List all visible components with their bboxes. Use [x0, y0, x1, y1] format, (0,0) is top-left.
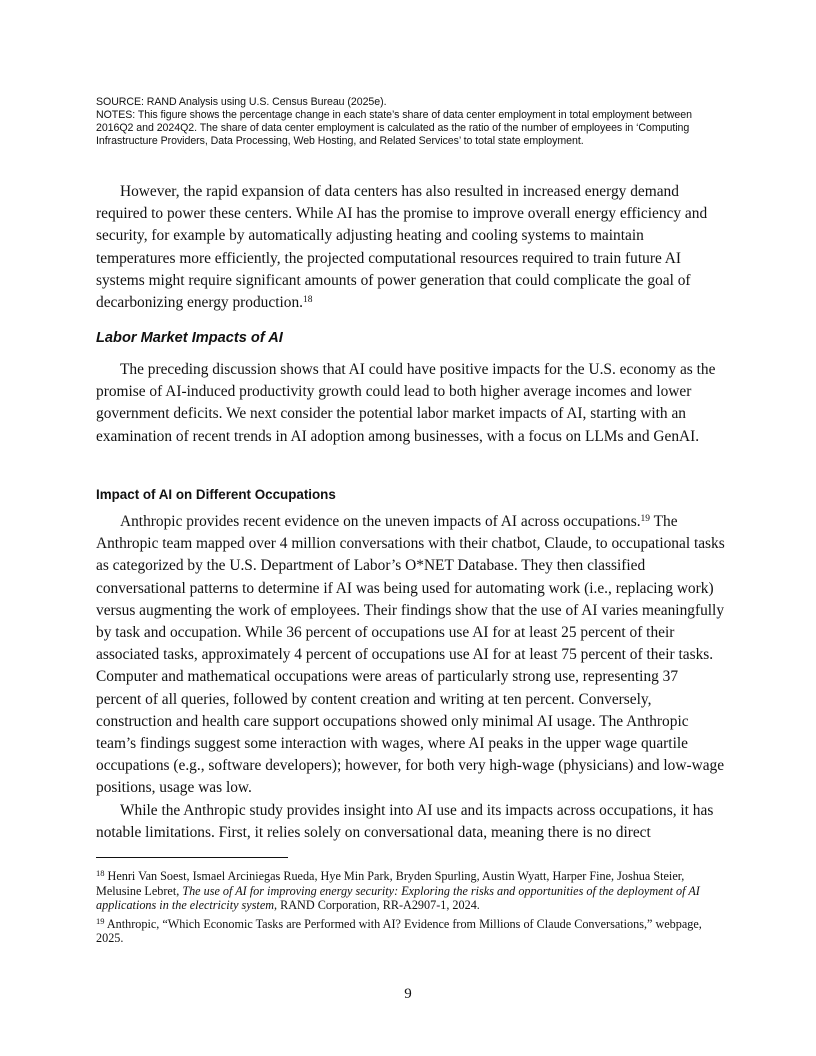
footnote-18-number: 18: [96, 868, 105, 878]
paragraph-energy: [96, 181, 726, 314]
section-heading: Labor Market Impacts of AI: [96, 330, 283, 346]
page-number: 9: [404, 986, 412, 1002]
paragraph-energy-text: However, the rapid expansion of data centers has also resulted in increased energy demand required to power these centers. While AI has the promise to improve overall energy efficiency and security, for example by automatically adjusting heating and cooling systems to maintain temperatures more efficiently, the projected computational resources required to train future AI systems might require significant amounts of power generation that could complicate the goal of decarbonizing energy production.: [96, 183, 708, 312]
footnote-ref-19[interactable]: 19: [640, 514, 651, 524]
figure-notes-text: NOTES: This figure shows the percentage change in each state’s share of data center employment in total employment between 2016Q2 and 2024Q2. The share of data center employment is calculated as the ratio of the number of employees in ‘Computing Infrastructure Providers, Data Processing, Web Hosting, and Related Services’ to total state employment.: [96, 109, 692, 147]
figure-notes: [96, 96, 720, 148]
paragraph-anthropic-lead: Anthropic provides recent evidence on the uneven impacts of AI across occupations.: [120, 513, 641, 530]
footnote-19-number: 19: [96, 915, 105, 926]
paragraph-labor-intro-text: The preceding discussion shows that AI could have positive impacts for the U.S. economy as the promise of AI-induced productivity growth could lead to both higher average incomes and lower government deficits. We next consider the potential labor market impacts of AI, starting with an examination of recent trends in AI adoption among businesses, with a focus on LLMs and GenAI.: [96, 361, 716, 445]
subsection-heading: Impact of AI on Different Occupations: [96, 487, 336, 502]
footnote-ref-18[interactable]: 18: [303, 295, 313, 306]
paragraph-labor-intro: [96, 359, 726, 448]
footnotes: [96, 869, 722, 950]
footnote-separator: [96, 857, 288, 858]
footnote-18-publisher: , RAND Corporation, RR-A2907-1, 2024.: [274, 898, 480, 913]
footnote-18: [96, 869, 722, 913]
footnote-18-authors: Henri Van Soest, Ismael Arciniegas Rueda, Hye Min Park, Bryden Spurling, Austin Wyatt, Harper Fine, Joshua Steier, Melusine Lebret,: [96, 869, 685, 898]
paragraph-anthropic-body: The Anthropic team mapped over 4 million conversations with their chatbot, Claude, to occupational tasks as categorized by the U.S. Department of Labor’s O*NET Database. They then classified conversational patterns to determine if AI was being used for automating work (i.e., replacing work) versus augmenting the work of employees. Their findings show that the use of AI varies meaningfully by task and occupation. While 36 percent of occupations use AI for at least 25 percent of their associated tasks, approximately 4 percent of occupations use AI for at least 75 percent of their tasks. Computer and mathematical occupations were areas of particularly strong use, representing 37 percent of all queries, followed by content creation and writing at ten percent. Conversely, construction and health care support occupations showed only minimal AI usage. The Anthropic team’s findings suggest some interaction with wages, where AI peaks in the upper wage quartile occupations (e.g., software developers); however, for both very high-wage (physicians) and low-wage positions, usage was low.: [96, 513, 725, 797]
footnote-19: [96, 917, 722, 946]
footnote-18-title: The use of AI for improving energy security: Exploring the risks and opportunities of the deployment of AI applications in the electricity system: [96, 883, 700, 913]
paragraph-anthropic-block: [96, 511, 726, 844]
figure-source: SOURCE: RAND Analysis using U.S. Census Bureau (2025e).: [96, 96, 387, 108]
footnote-19-text: Anthropic, “Which Economic Tasks are Performed with AI? Evidence from Millions of Claude Conversations,” webpage, 2025.: [96, 916, 702, 946]
paragraph-limitations: While the Anthropic study provides insight into AI use and its impacts across occupations, it has notable limitations. First, it relies solely on conversational data, meaning there is no direct: [96, 801, 714, 841]
paragraph-anthropic: [96, 511, 726, 800]
